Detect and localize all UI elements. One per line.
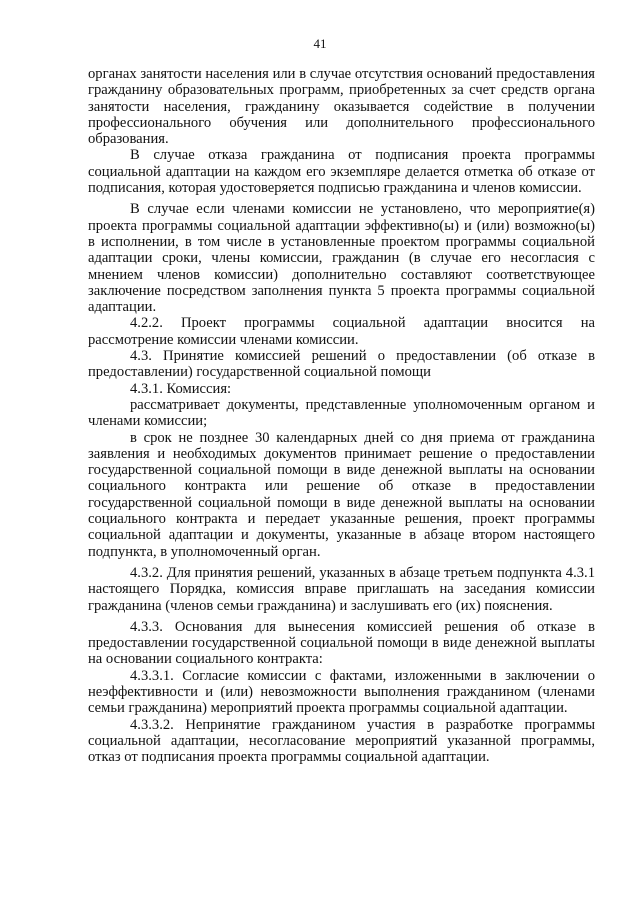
page-number: 41 <box>313 36 327 51</box>
paragraph-4-3-2: 4.3.2. Для принятия решений, указанных в абзаце третьем подпункта 4.3.1 настоящего Порядка, комиссия вправе приглашать на заседания комиссии гражданина (членов семьи гражданина) и заслушивать его (их) пояснения. <box>88 564 595 614</box>
paragraph-4-3-3-1: 4.3.3.1. Согласие комиссии с фактами, изложенными в заключении о неэффективности и (или) невозможности выполнения гражданином (членами семьи гражданина) мероприятий проекта программы социальной адаптации. <box>88 667 595 717</box>
paragraph-continuation: органах занятости населения или в случае отсутствия оснований предоставления гражданину образовательных программ, приобретенных за счет средств органа занятости населения, гражданину оказывается содействие в получении профессионального обучения или дополнительного профессионального образования. <box>88 66 595 148</box>
paragraph-4-3: 4.3. Принятие комиссией решений о предоставлении (об отказе в предоставлении) государственной социальной помощи <box>88 348 595 381</box>
paragraph-4-3-1: 4.3.1. Комиссия: <box>130 380 232 397</box>
paragraph-4-2-2: 4.2.2. Проект программы социальной адаптации вносится на рассмотрение комиссии членами комиссии. <box>88 315 595 348</box>
paragraph-4-3-3: 4.3.3. Основания для вынесения комиссией решения об отказе в предоставлении государственной социальной помощи в виде денежной выплаты на основании социального контракта: <box>88 618 595 668</box>
paragraph-refusal-to-sign: В случае отказа гражданина от подписания проекта программы социальной адаптации на каждом его экземпляре делается отметка об отказе от подписания, которая удостоверяется подписью гражданина и членов комиссии. <box>88 147 595 197</box>
paragraph-4-3-1-review: рассматривает документы, представленные уполномоченным органом и членами комиссии; <box>88 396 595 430</box>
document-body <box>88 66 595 765</box>
paragraph-4-3-1-deadline: в срок не позднее 30 календарных дней со дня приема от гражданина заявления и необходимых документов принимает решение о предоставлении государственной социальной помощи в виде денежной выплаты на основании социального контракта или решение об отказе в предоставлении государственной социальной помощи в виде денежной выплаты на основании социального контракта и передает указанные решения, проект программы социальной адаптации и документы, указанные в абзаце втором настоящего подпункта, в уполномоченный орган. <box>88 429 595 560</box>
paragraph-commission-conclusion: В случае если членами комиссии не установлено, что мероприятие(я) проекта программы социальной адаптации эффективно(ы) и (или) возможно(ы) в исполнении, в том числе в установленные проектом программы социальной адаптации сроки, члены комиссии, гражданин (в случае его несогласия с мнением членов комиссии) дополнительно составляют соответствующее заключение посредством заполнения пункта 5 проекта программы социальной адаптации. <box>88 201 595 316</box>
paragraph-4-3-3-2: 4.3.3.2. Непринятие гражданином участия в разработке программы социальной адаптации, несогласование мероприятий указанной программы, отказ от подписания проекта программы социальной адаптации. <box>88 716 595 766</box>
